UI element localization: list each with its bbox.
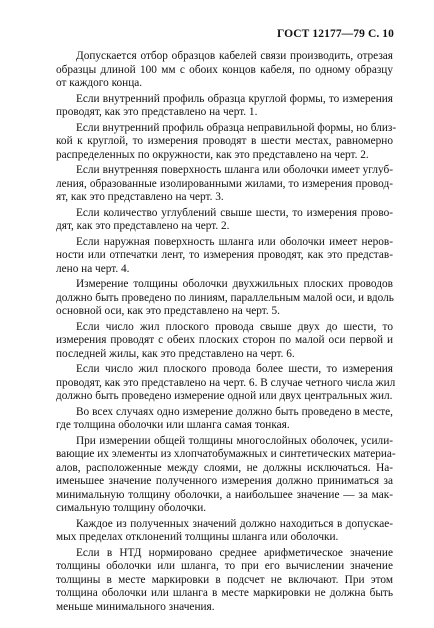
text-line: Во всех случаях одно измерение должно быть проведено в месте, [76,405,393,418]
paragraph [56,278,393,319]
text-line: мых пределах отклонений толщины шланга или оболочки. [56,531,339,543]
text-line: последней жилы, как это представлено на черт. 6. [56,347,295,360]
paragraph [56,547,393,615]
text-line: от каждого конца. [56,77,143,89]
text-line: образцы длиной 100 мм с обоих концов кабеля, по одному образцу [56,63,393,76]
text-line: дят, как это представлено на черт. 2. [56,220,230,232]
text-line: проводят, как это представлено на черт. 6. В случае четного числа жил [56,376,396,389]
text-line: Если количество углублений свыше шести, то измерения прово- [76,206,393,219]
text-line: вающие их элементы из хлопчатобумажных и синтетических материа- [56,448,396,460]
text-line: толщины в месте маркировки в подсчет не включают. При этом [56,573,393,586]
text-line: Если внутренняя поверхность шланга или оболочки имеет углуб- [76,164,393,176]
text-line: лено на черт. 4. [56,262,130,275]
text-line: распределенных по окружности, как это представлено на черт. 2. [56,148,369,161]
document-header: ГОСТ 12177—79 С. 10 [276,28,394,40]
text-line: При измерении общей толщины многослойных оболочек, усили- [76,434,393,447]
text-line: меньше минимального значения. [56,600,215,613]
paragraph [56,518,393,545]
text-line: Если внутренний профиль образца круглой формы, то измерения [76,92,393,105]
text-line: Каждое из полученных значений должно находиться в допускае- [76,517,393,530]
document-body [56,50,397,614]
text-line: кой к круглой, то измерения проводят в шести местах, равномерно [56,135,393,147]
text-line: толщины оболочки или шланга, то при его вычислении значение [56,560,393,572]
text-line: симальную толщину оболочки. [56,502,207,514]
text-line: основной оси, как это представлено на черт. 5. [56,305,280,317]
text-line: Если наружная поверхность шланга или оболочки имеет неров- [76,235,393,248]
text-line: Если в НТД нормировано среднее арифметическое значение [76,546,393,559]
text-line: где толщина оболочки или шланга самая тонкая. [56,419,290,431]
paragraph [56,164,393,205]
text-line: именьшее значение полученного измерения должно приниматься за [56,475,393,487]
paragraph [56,121,397,163]
paragraph [56,321,393,362]
text-line: толщина оболочки или шланга в месте маркировки не должна быть [56,587,393,599]
text-line: Допускается отбор образцов кабелей связи производить, отрезая [76,50,393,62]
paragraph [56,50,393,91]
text-line: ления, образованные изолированными жилами, то измерения провод- [56,177,393,190]
text-line: ят, как это представлено на черт. 3. [56,191,224,203]
text-line: Измерение толщины оболочки двухжильных плоских проводов [76,278,393,290]
text-line: измерения проводят с обеих плоских сторон по малой оси первой и [56,334,393,346]
paragraph [56,93,393,120]
paragraph [56,363,396,404]
text-line: ности или отпечатки лент, то измерения проводят, как это представ- [56,249,393,261]
text-line: алов, расположенные между слоями, не должны исключаться. На- [56,461,393,474]
text-line: Если внутренний профиль образца неправильной формы, но близ- [76,121,397,134]
text-line: должно быть проведено по линиям, параллельным малой оси, и вдоль [56,291,394,304]
paragraph [56,406,393,433]
text-line: проводят, как это представлено на черт. 1. [56,106,258,118]
paragraph [56,207,393,234]
paragraph [56,236,393,277]
text-line: должно быть проведено измерение одной или двух центральных жил. [56,390,393,402]
text-line: Если число жил плоского провода свыше двух до шести, то [76,320,393,333]
text-line: минимальную толщину оболочки, а наибольшее значение — за мак- [56,488,393,501]
text-line: Если число жил плоского провода более шести, то измерения [76,363,393,375]
paragraph [56,434,396,516]
